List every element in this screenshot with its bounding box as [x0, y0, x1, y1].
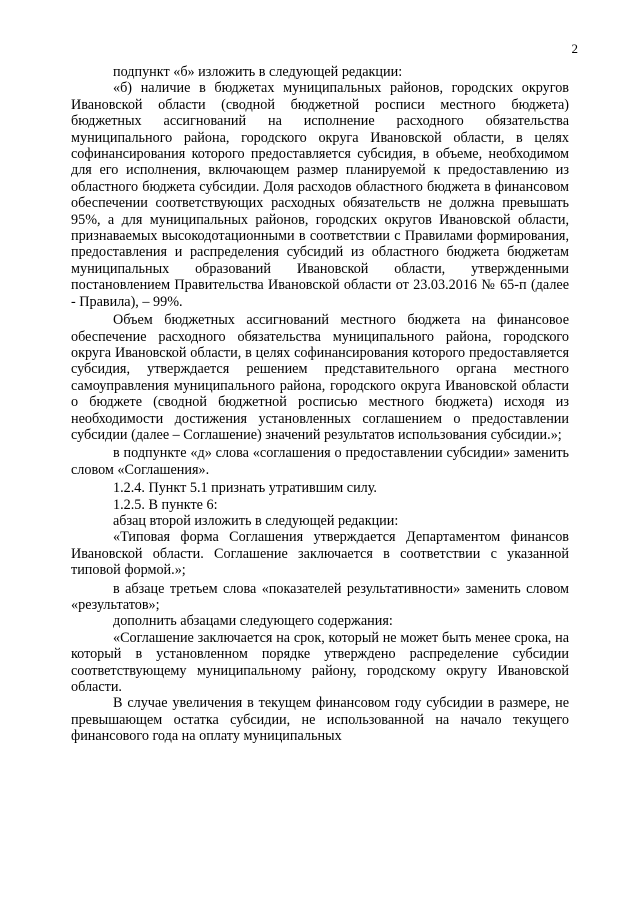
paragraph: «Типовая форма Соглашения утверждается Департаментом финансов Ивановской области. Соглашение заключается в соответствии с указанной типовой формой.»;	[71, 529, 569, 579]
paragraph: В случае увеличения в текущем финансовом году субсидии в размере, не превышающем остатка субсидии, не использованной на начало текущего финансового года на оплату муниципальных	[71, 695, 569, 745]
paragraph: 1.2.4. Пункт 5.1 признать утратившим силу.	[113, 480, 377, 497]
paragraph: подпункт «б» изложить в следующей редакции:	[113, 64, 403, 80]
paragraph: 1.2.5. В пункте 6:	[113, 496, 218, 513]
paragraph: дополнить абзацами следующего содержания:	[113, 613, 393, 630]
page-number: 2	[571, 41, 578, 56]
paragraph: в подпункте «д» слова «соглашения о предоставлении субсидии» заменить словом «Соглашения».	[71, 445, 569, 478]
document-body	[71, 64, 569, 745]
paragraph: Объем бюджетных ассигнований местного бюджета на финансовое обеспечение расходного обязательства муниципального района, городского округа Ивановской области, в целях софинансирования которого предоставляется субсидия, утверждается решением представительного органа местного самоуправления муниципального района, городского округа Ивановской области о бюджете (сводной бюджетной росписью местного бюджета) исходя из необходимости достижения установленных соглашением о предоставлении субсидии (далее – Соглашение) значений результатов использования субсидии.»;	[71, 312, 569, 443]
paragraph: в абзаце третьем слова «показателей результативности» заменить словом «результатов»;	[71, 580, 569, 613]
paragraph: «Соглашение заключается на срок, который не может быть менее срока, на который в установленном порядке утверждено распределение субсидии соответствующему муниципальному району, городскому округу Ивановской области.	[71, 629, 569, 696]
paragraph: «б) наличие в бюджетах муниципальных районов, городских округов Ивановской области (сводной бюджетной росписи местного бюджета) бюджетных ассигнований на исполнение расходного обязательства муниципального района, городского округа Ивановской области, в целях софинансирования которого предоставляется субсидия, в объеме, необходимом для его исполнения, включающем размер планируемой к предоставлению из областного бюджета субсидии. Доля расходов областного бюджета в финансовом обеспечении соответствующих расходных обязательств не должна превышать 95%, а для муниципальных районов, городских округов Ивановской области, признаваемых высокодотационными в соответствии с Правилами формирования, предоставления и распределения субсидий из областного бюджета бюджетам муниципальных образований Ивановской области, утвержденными постановлением Правительства Ивановской области от 23.03.2016 № 65-п (далее - Правила), – 99%.	[71, 80, 569, 310]
paragraph: абзац второй изложить в следующей редакции:	[113, 512, 399, 529]
